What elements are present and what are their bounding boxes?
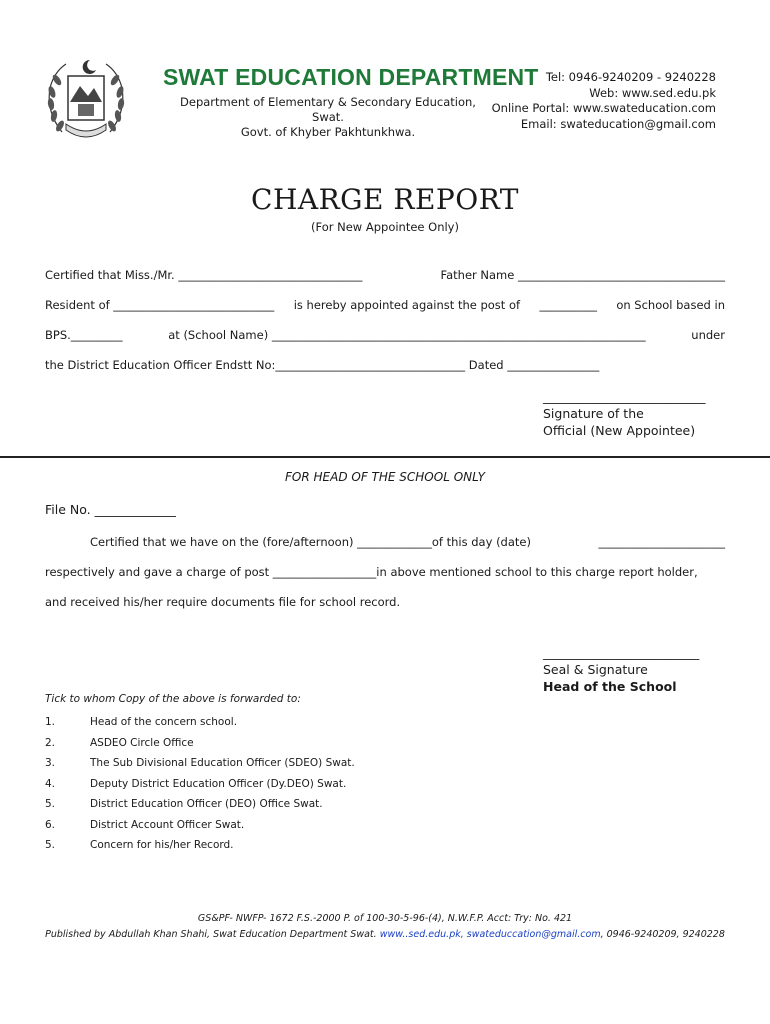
name-field[interactable]: Certified that Miss./Mr. ________________________________	[45, 268, 363, 282]
list-item-number: 4.	[45, 777, 56, 790]
list-item[interactable]	[45, 835, 355, 856]
list-item-text: The Sub Divisional Education Officer (SDEO) Swat.	[90, 757, 355, 770]
head-section-title: FOR HEAD OF THE SCHOOL ONLY	[285, 470, 485, 484]
contact-email: Email: swateducation@gmail.com	[520, 116, 716, 131]
org-subtitle-line2: Govt. of Khyber Pakhtunkhwa.	[240, 125, 416, 139]
list-item[interactable]	[45, 712, 355, 733]
footer-publisher: Published by Abdullah Khan Shahi, Swat Education Department Swat.	[45, 929, 377, 940]
head-signature-label2: Head of the School	[543, 679, 677, 694]
copy-forward-list	[45, 712, 355, 856]
org-subtitle-line1: Department of Elementary & Secondary Education, Swat.	[180, 95, 476, 124]
head-para-1	[90, 535, 725, 549]
list-item-text: Head of the concern school.	[90, 716, 238, 729]
head-para-3: and received his/her require documents file for school record.	[45, 595, 401, 609]
section-divider	[0, 456, 770, 458]
list-item[interactable]	[45, 815, 355, 836]
school-based-text: on School based in	[616, 298, 725, 312]
head-signature-label1: Seal & Signature	[543, 662, 648, 677]
page-title: CHARGE REPORT	[251, 183, 519, 216]
contact-tel: Tel: 0946-9240209 - 9240228	[545, 70, 716, 84]
footer-link[interactable]: www..sed.edu.pk, swateduccation@gmail.com	[379, 929, 601, 940]
org-subtitle	[163, 95, 493, 140]
list-item-number: 5.	[45, 798, 56, 811]
footer-line-1: GS&PF- NWFP- 1672 F.S.-2000 P. of 100-30-5-96-(4), N.W.F.P. Acct: Try: No. 421	[197, 913, 573, 924]
page-subtitle: (For New Appointee Only)	[311, 220, 459, 234]
list-item[interactable]	[45, 753, 355, 774]
department-logo	[40, 52, 132, 144]
official-signature-block	[543, 388, 706, 439]
list-item-text: ASDEO Circle Office	[90, 736, 194, 749]
head-signature-line[interactable]: _________________________	[543, 645, 700, 660]
list-item[interactable]	[45, 733, 355, 754]
certificate-line-2	[45, 298, 725, 312]
list-item-text: District Account Officer Swat.	[90, 818, 245, 831]
copy-forward-heading: Tick to whom Copy of the above is forwarded to:	[45, 693, 301, 705]
list-item-text: Concern for his/her Record.	[90, 839, 234, 852]
endorsement-field[interactable]: the District Education Officer Endstt No:_________________________________ Dated ________________	[45, 358, 600, 372]
file-no-field[interactable]: File No. _____________	[45, 502, 176, 517]
list-item[interactable]	[45, 774, 355, 795]
contact-portal: Online Portal: www.swateducation.com	[491, 101, 716, 115]
contact-web: Web: www.sed.edu.pk	[589, 85, 716, 100]
official-signature-line[interactable]: __________________________	[543, 389, 706, 404]
date-field[interactable]: ______________________	[598, 535, 725, 549]
father-name-field[interactable]: Father Name ____________________________________	[440, 268, 725, 282]
appointed-text: is hereby appointed against the post of	[293, 298, 521, 312]
footer-line-2	[0, 929, 770, 940]
list-item-number: 5.	[45, 839, 56, 852]
list-item-number: 3.	[45, 757, 56, 770]
bps-field[interactable]: BPS._________	[45, 328, 123, 342]
list-item[interactable]	[45, 794, 355, 815]
resident-field[interactable]: Resident of ____________________________	[45, 298, 275, 312]
charge-post-field[interactable]: respectively and gave a charge of post __________________in above mentioned school to this charge report holder,	[45, 565, 698, 579]
footer-phones: , 0946-9240209, 9240228	[600, 929, 725, 940]
head-signature-block	[543, 644, 699, 695]
list-item-text: Deputy District Education Officer (Dy.DEO) Swat.	[90, 777, 347, 790]
list-item-number: 1.	[45, 716, 56, 729]
under-text: under	[691, 328, 725, 342]
post-field[interactable]: __________	[539, 298, 597, 312]
school-name-field[interactable]: at (School Name) _________________________________________________________________	[168, 328, 646, 342]
fore-afternoon-field[interactable]: Certified that we have on the (fore/afternoon) _____________of this day (date)	[90, 535, 531, 549]
list-item-number: 6.	[45, 818, 56, 831]
contact-block	[492, 70, 716, 132]
certificate-line-3	[45, 328, 725, 342]
official-signature-label1: Signature of the	[543, 406, 644, 421]
org-name: SWAT EDUCATION DEPARTMENT	[163, 64, 539, 90]
official-signature-label2: Official (New Appointee)	[543, 423, 696, 438]
list-item-text: District Education Officer (DEO) Office Swat.	[90, 798, 323, 811]
certificate-line-1	[45, 268, 725, 282]
list-item-number: 2.	[45, 736, 56, 749]
